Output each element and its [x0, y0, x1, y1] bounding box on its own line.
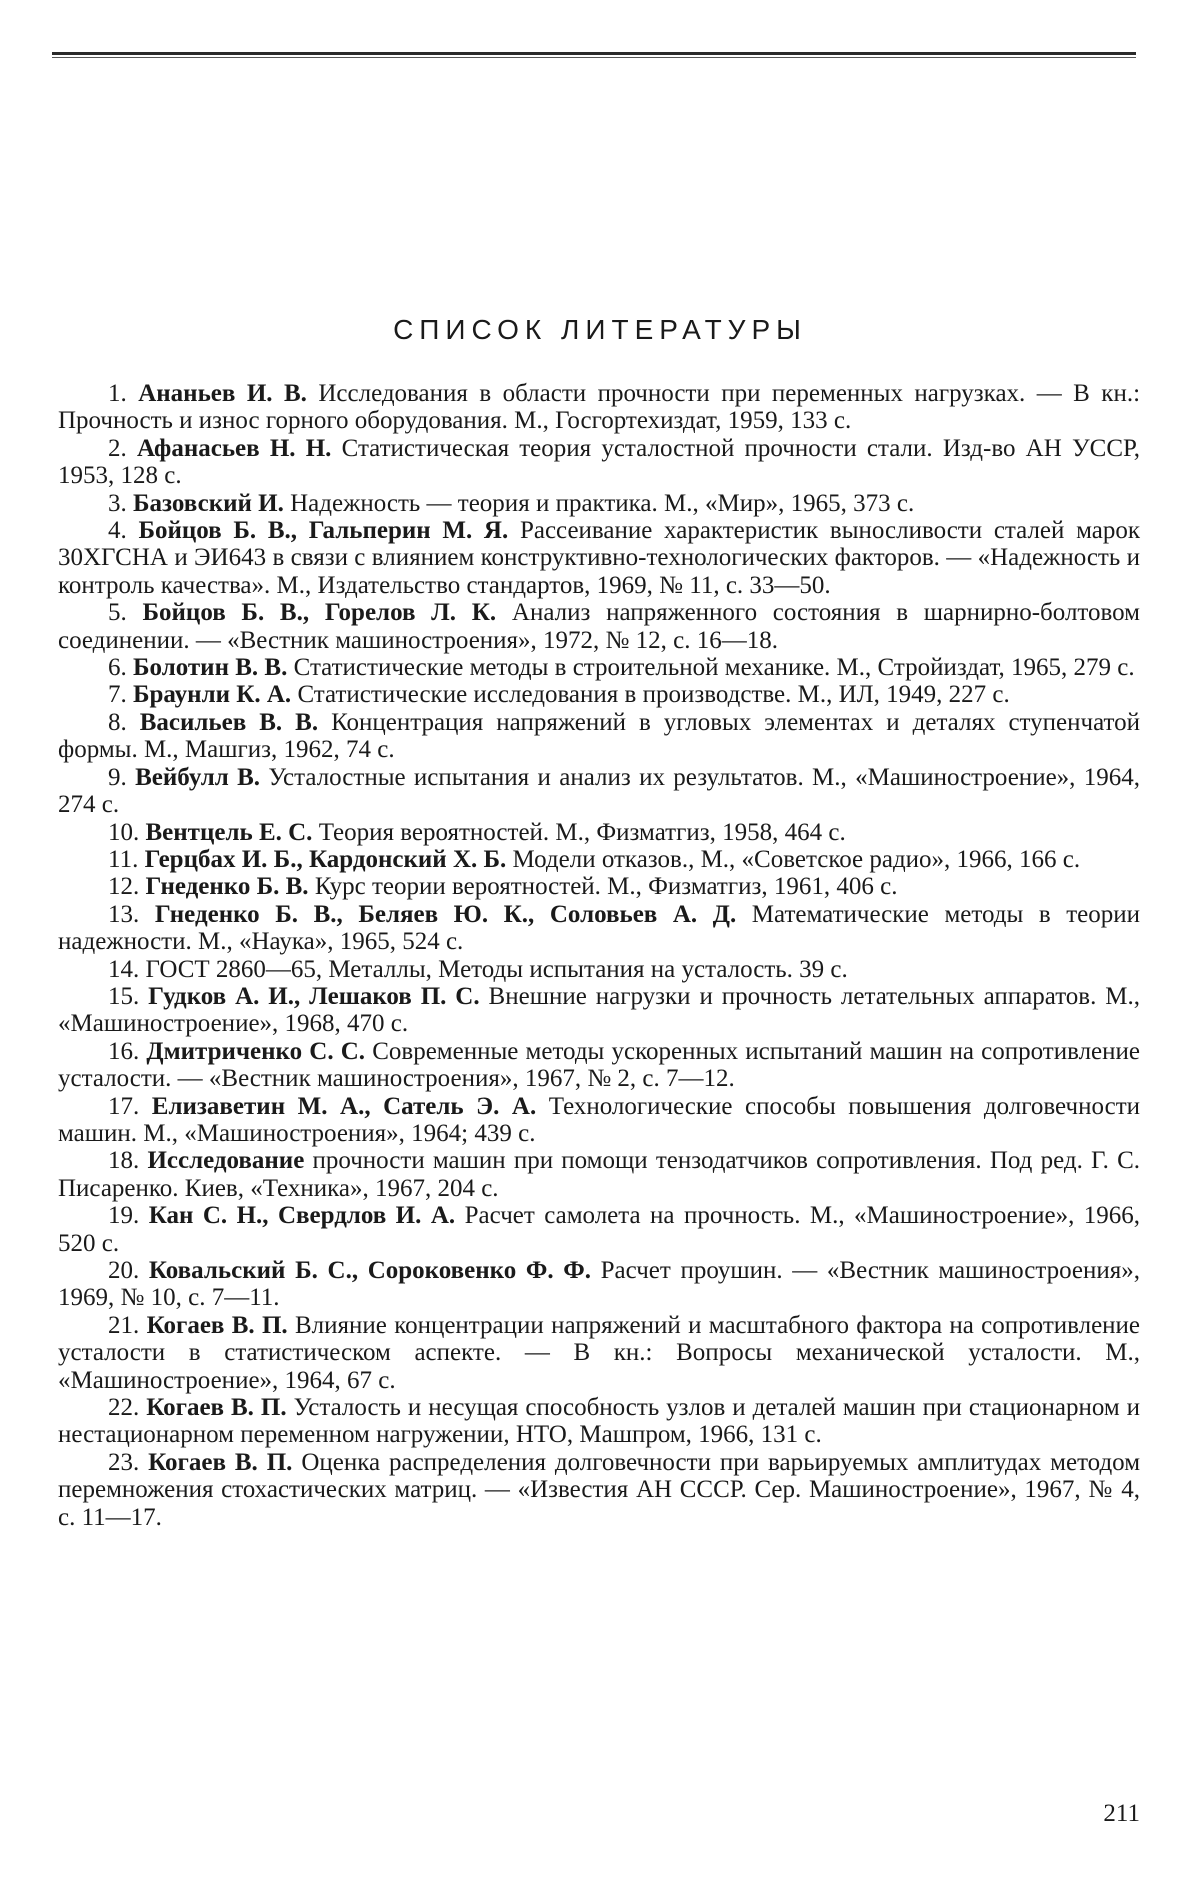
reference-item [58, 956, 1140, 983]
reference-authors: Бойцов Б. В., Горелов Л. К. [142, 599, 497, 627]
reference-text: Статистические исследования в производстве. М., ИЛ, 1949, 227 с. [297, 681, 1010, 709]
reference-text: Оценка распределения долговечности при варьируемых амплитудах методом перемножения стохастических матриц. — «Известия АН СССР. Сер. Машиностроение», 1967, № 4, с. 11—17. [58, 1448, 1141, 1531]
reference-text: Надежность — теория и практика. М., «Мир», 1965, 373 с. [290, 489, 915, 517]
reference-authors: Вейбулл В. [135, 763, 261, 791]
reference-item [58, 681, 1140, 708]
reference-number: 11. [108, 845, 139, 873]
reference-text: Статистические методы в строительной механике. М., Стройиздат, 1965, 279 с. [293, 654, 1135, 682]
reference-authors: Когаев В. П. [146, 1394, 287, 1422]
reference-item [58, 709, 1140, 764]
reference-item [58, 1038, 1140, 1093]
reference-item [58, 1257, 1140, 1312]
reference-authors: Болотин В. В. [133, 654, 288, 682]
reference-number: 23. [108, 1448, 140, 1476]
reference-text: Рассеивание характеристик выносливости сталей марок 30ХГСНА и ЭИ643 в связи с влиянием конструктивно-технологических факторов. — «Надежность и контроль качества». М., Издательство стандартов, 1969, № 11, с. 33—50. [58, 517, 1141, 599]
reference-item [58, 901, 1140, 956]
reference-number: 19. [108, 1202, 140, 1230]
reference-text: Исследования в области прочности при переменных нагрузках. — В кн.: Прочность и износ горного оборудования. М., Госгортехиздат, 1959, 133 с. [58, 380, 1141, 435]
reference-number: 6. [108, 654, 127, 682]
reference-item [58, 599, 1140, 654]
reference-authors: Вентцель Е. С. [145, 818, 313, 846]
reference-authors: Дмитриченко С. С. [146, 1037, 366, 1065]
reference-text: Влияние концентрации напряжений и масштабного фактора на сопротивление усталости в статистическом аспекте. — В кн.: Вопросы механической усталости. М., «Машиностроение», 1964, 67 с. [58, 1311, 1141, 1394]
reference-text: Расчет проушин. — «Вестник машиностроения», 1969, № 10, с. 7—11. [58, 1257, 1141, 1312]
reference-item [58, 873, 1140, 900]
reference-item [58, 435, 1140, 490]
reference-authors: Базовский И. [133, 489, 284, 517]
reference-item [58, 1093, 1140, 1148]
reference-number: 3. [108, 489, 127, 517]
reference-item [58, 1312, 1140, 1394]
reference-item [58, 654, 1140, 681]
reference-item [58, 1394, 1140, 1449]
reference-number: 5. [108, 599, 127, 627]
reference-authors: Герцбах И. Б., Кардонский Х. Б. [144, 845, 507, 873]
reference-number: 8. [108, 708, 127, 736]
reference-text: Теория вероятностей. М., Физматгиз, 1958, 464 с. [318, 818, 846, 846]
reference-item [58, 1147, 1140, 1202]
reference-number: 9. [108, 763, 127, 791]
page-number: 211 [1103, 1800, 1140, 1827]
reference-authors: Когаев В. П. [148, 1448, 293, 1476]
reference-text: Усталостные испытания и анализ их результатов. М., «Машиностроение», 1964, 274 с. [58, 763, 1141, 819]
reference-number: 10. [108, 818, 140, 846]
reference-number: 1. [108, 380, 127, 407]
reference-item [58, 983, 1140, 1038]
reference-number: 17. [108, 1092, 140, 1120]
reference-text: Современные методы ускоренных испытаний машин на сопротивление усталости. — «Вестник машиностроения», 1967, № 2, с. 7—12. [58, 1037, 1140, 1093]
reference-authors: Бойцов Б. В., Гальперин М. Я. [138, 517, 509, 545]
reference-text: Внешние нагрузки и прочность летательных аппаратов. М., «Машиностроение», 1968, 470 с. [58, 982, 1141, 1038]
reference-number: 20. [108, 1257, 140, 1284]
reference-number: 4. [108, 517, 127, 545]
reference-authors: Васильев В. В. [139, 708, 319, 736]
reference-item [58, 764, 1140, 819]
reference-number: 13. [108, 900, 140, 928]
top-rule [52, 52, 1136, 55]
reference-authors: Гудков А. И., Лешаков П. С. [148, 982, 480, 1010]
reference-authors: Браунли К. А. [133, 681, 292, 709]
reference-authors: Исследование [147, 1147, 305, 1175]
reference-authors: Ковальский Б. С., Сороковенко Ф. Ф. [148, 1257, 591, 1284]
reference-authors: Елизаветин М. А., Сатель Э. А. [151, 1092, 537, 1120]
reference-number: 2. [108, 434, 127, 462]
reference-text: Расчет самолета на прочность. М., «Машиностроение», 1966, 520 с. [58, 1202, 1141, 1257]
reference-authors: Гнеденко Б. В. [145, 873, 309, 901]
reference-text: Модели отказов., М., «Советское радио», 1966, 166 с. [512, 845, 1081, 873]
reference-text: ГОСТ 2860—65, Металлы, Методы испытания на усталость. 39 с. [145, 955, 848, 983]
page-title: СПИСОК ЛИТЕРАТУРЫ [393, 314, 807, 345]
reference-authors: Афанасьев Н. Н. [136, 434, 332, 462]
reference-authors: Ананьев И. В. [138, 380, 307, 407]
reference-item [58, 517, 1140, 599]
reference-text: Анализ напряженного состояния в шарнирно-болтовом соединении. — «Вестник машиностроения», 1972, № 12, с. 16—18. [58, 599, 1140, 654]
reference-list [58, 380, 1140, 1531]
reference-item [58, 1202, 1140, 1257]
reference-authors: Кан С. Н., Свердлов И. А. [148, 1202, 456, 1230]
reference-item [58, 846, 1140, 873]
reference-number: 18. [108, 1147, 140, 1175]
reference-text: прочности машин при помощи тензодатчиков сопротивления. Под ред. Г. С. Писаренко. Киев, «Техника», 1967, 204 с. [58, 1147, 1140, 1202]
reference-number: 21. [108, 1311, 140, 1339]
reference-number: 15. [108, 982, 140, 1010]
reference-item [58, 819, 1140, 846]
reference-item [58, 490, 1140, 517]
reference-text: Технологические способы повышения долговечности машин. М., «Машиностроения», 1964; 439 с. [58, 1092, 1140, 1147]
reference-authors: Гнеденко Б. В., Беляев Ю. К., Соловьев А. Д. [154, 900, 737, 928]
reference-authors: Когаев В. П. [146, 1311, 288, 1339]
reference-number: 22. [108, 1394, 140, 1422]
reference-number: 16. [108, 1037, 140, 1065]
reference-number: 14. [108, 955, 140, 983]
reference-text: Статистическая теория усталостной прочности стали. Изд-во АН УССР, 1953, 128 с. [58, 434, 1141, 490]
reference-text: Усталость и несущая способность узлов и деталей машин при стационарном и нестационарном переменном нагружении, НТО, Машпром, 1966, 131 с. [58, 1394, 1141, 1449]
reference-text: Концентрация напряжений в угловых элементах и деталях ступенчатой формы. М., Машгиз, 1962, 74 с. [58, 708, 1140, 764]
reference-item [58, 380, 1140, 435]
reference-number: 12. [108, 873, 140, 901]
reference-text: Курс теории вероятностей. М., Физматгиз, 1961, 406 с. [314, 873, 898, 901]
reference-item [58, 1449, 1140, 1531]
reference-number: 7. [108, 681, 127, 709]
reference-text: Математические методы в теории надежности. М., «Наука», 1965, 524 с. [58, 900, 1140, 956]
